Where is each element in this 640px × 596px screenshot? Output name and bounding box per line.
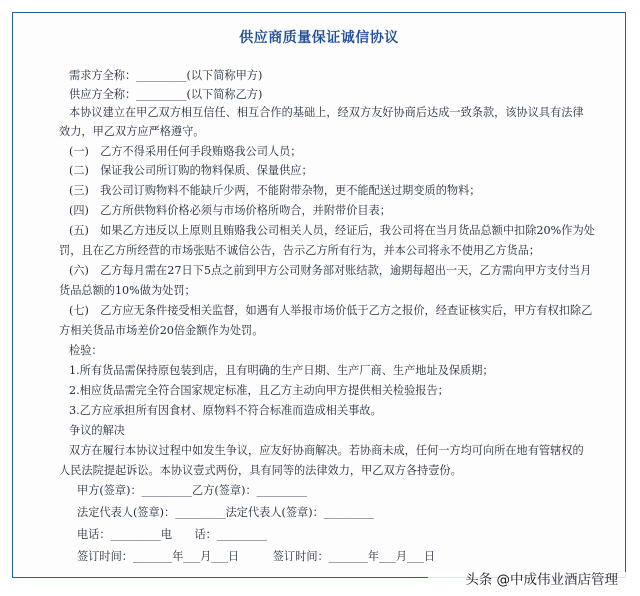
buyer-name-line: 需求方全称：_________(以下简称甲方) [69, 69, 263, 82]
legal-rep-signature-line: 法定代表人(签章)：_________法定代表人(签章)：_________ [77, 506, 375, 519]
document-title: 供应商质量保证诚信协议 [239, 30, 399, 46]
document-page [12, 12, 626, 578]
inspection-item-2: 2.相应货品需完全符合国家规定标准，且乙方主动向甲方提供相关检验报告； [69, 384, 449, 397]
dispute-line-1: 双方在履行本协议过程中如发生争议，应友好协商解决。若协商未成，任何一方均可向所在地有管辖权的 [69, 444, 584, 457]
clause-6-line-2: 货品总额的10%做为处罚； [59, 284, 196, 297]
supplier-name-line: 供应方全称：_________(以下简称乙方) [69, 88, 263, 101]
inspection-item-3: 3.乙方应承担所有因食材、原物料不符合标准而造成相关事故。 [69, 404, 382, 417]
clause-3: (三) 我公司订购物料不能缺斤少两，不能附带杂物，更不能配送过期变质的物料； [69, 184, 481, 197]
intro-line-2: 效力，甲乙双方应严格遵守。 [59, 125, 205, 138]
clause-1: (一) 乙方不得采用任何手段贿赂我公司人员； [69, 145, 302, 158]
dispute-line-2: 人民法院提起诉讼。本协议壹式两份，具有同等的法律效力，甲乙双方各持壹份。 [59, 464, 462, 477]
clause-5-line-1: (五) 如果乙方违反以上原则且贿赂我公司相关人员，经证后，我公司将在当月货品总额中扣除20%作为处 [69, 224, 595, 237]
signing-date-line: 签订时间：_______年___月___日 签订时间：_______年___月___日 [77, 550, 436, 563]
party-signature-line: 甲方(签章)：_________乙方(签章)：_________ [77, 484, 308, 497]
intro-line-1: 本协议建立在甲乙双方相互信任、相互合作的基础上，经双方友好协商后达成一致条款，该协议具有法律 [69, 106, 584, 119]
clause-6-line-1: (六) 乙方每月需在27日下5点之前到甲方公司财务部对账结款，逾期每超出一天，乙方需向甲方支付当月 [69, 264, 592, 277]
dispute-heading: 争议的解决 [69, 424, 125, 437]
clause-2: (二) 保证我公司所订购的物料保质、保量供应； [69, 164, 313, 177]
phone-line: 电话：_________电 话：_________ [77, 528, 268, 541]
clause-7-line-2: 方相关货品市场差价20倍金额作为处罚。 [59, 324, 264, 337]
clause-4: (四) 乙方所供物料价格必须与市场价格所吻合，并附带价目表； [69, 204, 391, 217]
clause-7-line-1: (七) 乙方应无条件接受相关监督，如遇有人举报市场价低于乙方之报价，经查证核实后，甲方有权扣除乙 [69, 304, 593, 317]
watermark: 头条 @中成伟业酒店管理 [465, 572, 618, 588]
inspection-item-1: 1.所有货品需保持原包装到店，且有明确的生产日期、生产厂商、生产地址及保质期； [69, 364, 494, 377]
clause-5-line-2: 罚，且在乙方所经营的市场张贴不诚信公告，告示乙方所有行为，并本公司将永不使用乙方货品； [59, 244, 541, 257]
inspection-heading: 检验： [69, 344, 103, 357]
